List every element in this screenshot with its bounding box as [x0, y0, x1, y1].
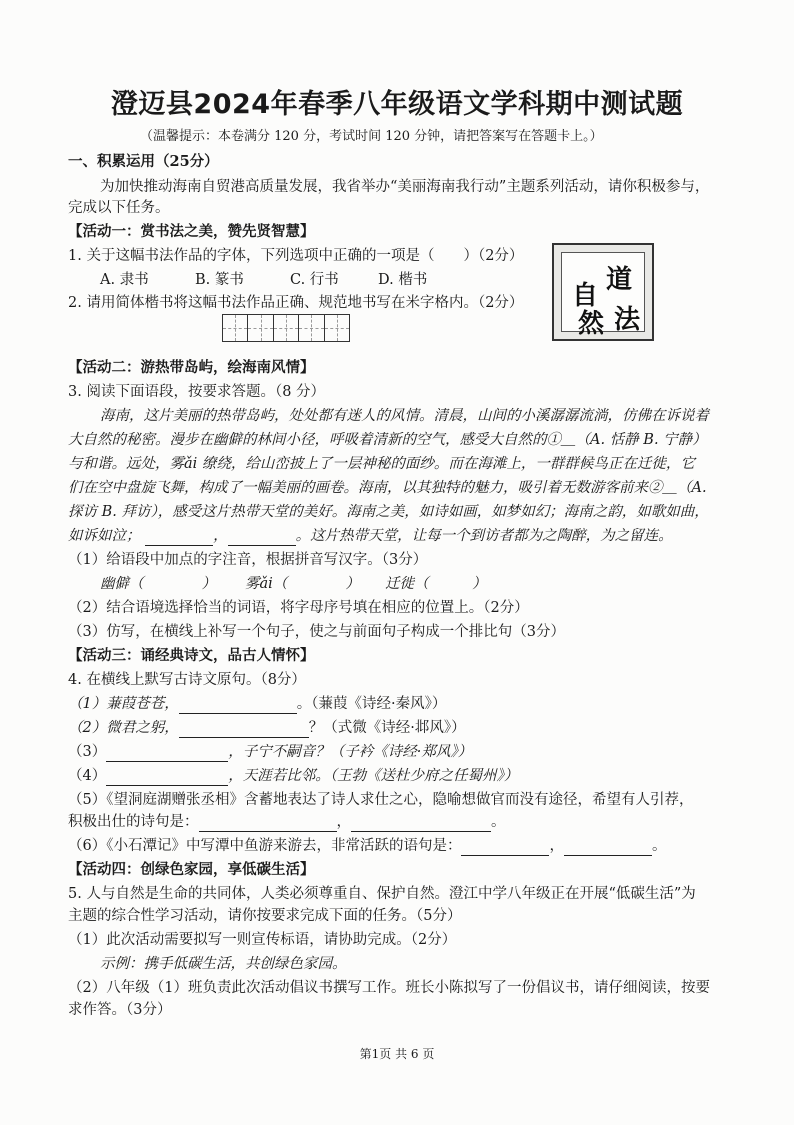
activity-heading: 【活动一：赏书法之美，赞先贤智慧】: [68, 223, 315, 240]
activity-heading: 【活动二：游热带岛屿，绘海南风情】: [68, 359, 315, 376]
poem-source: ，天涯若比邻。（王勃《送杜少府之任蜀州》）: [228, 768, 519, 784]
poem-item: [68, 742, 472, 762]
fill-blank[interactable]: [106, 746, 228, 762]
question-3: 3. 阅读下面语段，按要求答题。（8 分）: [68, 384, 326, 400]
calligraphy-char: 道: [606, 265, 633, 295]
section-heading: 一、积累运用（25分）: [68, 153, 219, 170]
fill-blank[interactable]: [145, 530, 213, 546]
pinyin-item: 迁徙（ ）: [385, 576, 487, 592]
passage-line: 探访 B. 拜访），感受这片热带天堂的美好。海南之美，如诗如画，如梦如幻；海南之韵，如歌如曲，: [68, 504, 709, 520]
calligraphy-image: [552, 243, 654, 341]
activity-heading: 【活动三：诵经典诗文，品古人情怀】: [68, 647, 315, 664]
sub-question: 求作答。（3分）: [68, 1002, 172, 1018]
passage-text: ，: [213, 528, 228, 544]
sub-question: （2）结合语境选择恰当的词语，将字母序号填在相应的位置上。（2分）: [68, 600, 529, 616]
passage-line: 大自然的秘密。漫步在幽僻的林间小径，呼吸着清新的空气，感受大自然的①＿（A. 恬静 B. 宁静）: [68, 432, 707, 448]
pinyin-item: 雾ǎi（ ）: [245, 576, 360, 592]
exam-hint: （温馨提示：本卷满分 120 分，考试时间 120 分钟，请把答案写在答题卡上。）: [140, 129, 603, 144]
passage-line: 们在空中盘旋飞舞，构成了一幅美丽的画卷。海南，以其独特的魅力，吸引着无数游客前来②＿（A.: [68, 480, 707, 496]
passage-text: 。这片热带天堂，让每一个到访者都为之陶醉，为之留连。: [295, 528, 673, 544]
question-5: 主题的综合性学习活动，请你按要求完成下面的任务。（5分）: [68, 908, 462, 924]
question-5: 5. 人与自然是生命的共同体，人类必须尊重自、保护自然。澄江中学八年级正在开展“低碳生活”为: [68, 886, 696, 902]
q1-option: A. 隶书: [100, 272, 149, 288]
poem-text: 积极出仕的诗句是：: [68, 814, 199, 830]
fill-blank[interactable]: [199, 816, 337, 832]
fill-blank[interactable]: [179, 698, 297, 714]
intro-line: 完成以下任务。: [68, 200, 170, 216]
poem-source: ，子宁不嗣音？（子衿《诗经·郑风》）: [228, 744, 473, 760]
fill-blank[interactable]: [106, 770, 228, 786]
grid-cell[interactable]: [299, 315, 324, 341]
example-text: 示例：携手低碳生活，共创绿色家园。: [100, 956, 347, 972]
poem-item: [68, 718, 466, 738]
poem-text: （4）: [68, 768, 107, 784]
exam-title: 澄迈县2024年春季八年级语文学科期中测试题: [110, 89, 684, 120]
sub-question: （3）仿写，在横线上补写一个句子，使之与前面句子构成一个排比句（3分）: [68, 624, 565, 640]
grid-cell[interactable]: [223, 315, 248, 341]
sub-question: （1）此次活动需要拟写一则宣传标语，请协助完成。（2分）: [68, 932, 457, 948]
poem-text: （2）微君之躬，: [68, 720, 179, 736]
fill-blank[interactable]: [461, 840, 549, 856]
calligraphy-char: 然: [578, 309, 605, 339]
grid-cell[interactable]: [248, 315, 273, 341]
poem-text: （1）蒹葭苍苍，: [68, 696, 179, 712]
poem-text: （3）: [68, 744, 107, 760]
fill-blank[interactable]: [564, 840, 652, 856]
calligraphy-char: 法: [614, 305, 641, 335]
grid-cell[interactable]: [274, 315, 299, 341]
activity-heading: 【活动四：创绿色家园，享低碳生活】: [68, 861, 315, 878]
pinyin-item: 幽僻（ ）: [100, 576, 216, 592]
sub-question: （2）八年级（1）班负责此次活动倡议书撰写工作。班长小陈拟写了一份倡议书，请仔细阅读，按要: [68, 980, 710, 996]
calligraphy-char: 自: [572, 281, 599, 311]
passage-line: [68, 526, 673, 546]
poem-item: （6）《小石潭记》中写潭中鱼游来游去，非常活跃的语句是： ， 。: [68, 838, 667, 854]
sub-question: （1）给语段中加点的字注音，根据拼音写汉字。（3分）: [68, 552, 428, 568]
poem-text: （6）《小石潭记》中写潭中鱼游来游去，非常活跃的语句是：: [68, 838, 462, 854]
mi-grid-answer-box[interactable]: [222, 314, 350, 342]
grid-cell[interactable]: [325, 315, 349, 341]
poem-item: [68, 694, 446, 714]
poem-source: 。（蒹葭《诗经·秦风》）: [296, 696, 447, 712]
passage-line: 与和谐。远处，雾ǎi 缭绕，给山峦披上了一层神秘的面纱。而在海滩上，一群群候鸟正在迁徙，它: [68, 456, 695, 472]
question-4: 4. 在横线上默写古诗文原句。（8分）: [68, 672, 306, 688]
fill-blank[interactable]: [228, 530, 296, 546]
question-1: 1. 关于这幅书法作品的字体，下列选项中正确的一项是（ ）（2分）: [68, 248, 524, 264]
page-footer: 第1页 共 6 页: [359, 1047, 435, 1061]
q1-option: C. 行书: [290, 272, 339, 288]
passage-line: 海南，这片美丽的热带岛屿，处处都有迷人的风情。清晨，山间的小溪潺潺流淌，仿佛在诉说着: [100, 408, 709, 424]
intro-line: 为加快推动海南自贸港高质量发展，我省举办“美丽海南我行动”主题系列活动，请你积极参与，: [100, 179, 710, 195]
fill-blank[interactable]: [351, 816, 491, 832]
poem-source: ？（式微《诗经·邶风》）: [308, 720, 466, 736]
poem-item: [68, 766, 518, 786]
passage-text: 如诉如泣；: [68, 528, 141, 544]
fill-blank[interactable]: [179, 722, 309, 738]
q1-option: D. 楷书: [378, 272, 428, 288]
q1-option: B. 篆书: [195, 272, 244, 288]
poem-item: （5）《望洞庭湖赠张丞相》含蓄地表达了诗人求仕之心，隐喻想做官而没有途径，希望有人引荐，: [68, 792, 694, 808]
poem-item: 积极出仕的诗句是： ， 。: [68, 814, 506, 830]
question-2: 2. 请用简体楷书将这幅书法作品正确、规范地书写在米字格内。（2分）: [68, 295, 524, 311]
